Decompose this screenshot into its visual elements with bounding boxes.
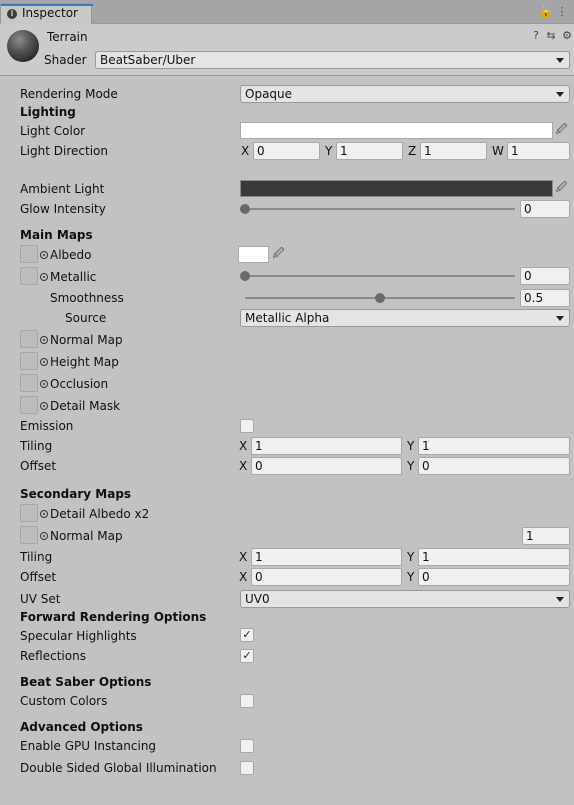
uv-set-dropdown[interactable] <box>240 590 570 608</box>
light-direction-x-field[interactable]: 0 <box>253 142 320 160</box>
source-dropdown[interactable] <box>240 309 570 327</box>
shader-label: Shader <box>44 53 87 67</box>
secondary-tiling-x-field[interactable]: 1 <box>251 548 402 566</box>
normal-map-texture-slot[interactable] <box>20 330 38 348</box>
light-direction-label: Light Direction <box>20 144 108 158</box>
lock-icon[interactable]: 🔓 <box>539 5 553 18</box>
main-tiling-label: Tiling <box>20 439 53 453</box>
eyedropper-icon[interactable]: 🖉 <box>555 123 568 136</box>
material-preview-sphere[interactable] <box>7 30 39 62</box>
uv-set-value: UV0 <box>245 592 270 606</box>
tab-bar <box>0 0 574 24</box>
light-direction-w-field[interactable]: 1 <box>507 142 570 160</box>
texture-picker-icon[interactable] <box>40 510 48 518</box>
rendering-mode-dropdown[interactable] <box>240 85 570 103</box>
eyedropper-icon[interactable]: 🖉 <box>272 247 285 260</box>
custom-colors-label: Custom Colors <box>20 694 108 708</box>
texture-picker-icon[interactable] <box>40 273 48 281</box>
shader-dropdown[interactable] <box>95 51 570 69</box>
occlusion-texture-slot[interactable] <box>20 374 38 392</box>
glow-intensity-label: Glow Intensity <box>20 202 106 216</box>
light-direction-z-axis: Z <box>408 144 417 158</box>
advanced-options-heading: Advanced Options <box>20 720 143 734</box>
texture-picker-icon[interactable] <box>40 336 48 344</box>
reflections-checkbox[interactable]: ✓ <box>240 649 254 663</box>
light-direction-x-axis: X <box>241 144 250 158</box>
specular-highlights-label: Specular Highlights <box>20 629 137 643</box>
texture-picker-icon[interactable] <box>40 358 48 366</box>
secondary-tiling-label: Tiling <box>20 550 53 564</box>
glow-intensity-slider-knob[interactable] <box>240 204 250 214</box>
normal-map-label: Normal Map <box>50 333 123 347</box>
main-tiling-y-field[interactable]: 1 <box>418 437 570 455</box>
ambient-light-swatch[interactable] <box>240 180 553 197</box>
material-name: Terrain <box>47 30 88 44</box>
albedo-color-swatch[interactable] <box>238 246 269 263</box>
height-map-texture-slot[interactable] <box>20 352 38 370</box>
secondary-offset-x-axis: X <box>239 570 248 584</box>
detail-albedo-texture-slot[interactable] <box>20 504 38 522</box>
tab-inspector[interactable] <box>0 3 92 24</box>
texture-picker-icon[interactable] <box>40 402 48 410</box>
main-offset-y-field[interactable]: 0 <box>418 457 570 475</box>
ambient-light-label: Ambient Light <box>20 182 105 196</box>
main-maps-heading: Main Maps <box>20 228 93 242</box>
main-offset-x-axis: X <box>239 459 248 473</box>
light-direction-w-axis: W <box>492 144 504 158</box>
light-direction-y-field[interactable]: 1 <box>336 142 403 160</box>
rendering-mode-label: Rendering Mode <box>20 87 118 101</box>
main-offset-label: Offset <box>20 459 57 473</box>
texture-picker-icon[interactable] <box>40 380 48 388</box>
emission-checkbox[interactable] <box>240 419 254 433</box>
light-direction-z-field[interactable]: 1 <box>420 142 487 160</box>
height-map-label: Height Map <box>50 355 119 369</box>
secondary-normal-map-scale-field[interactable]: 1 <box>522 527 570 545</box>
double-sided-gi-label: Double Sided Global Illumination <box>20 761 217 775</box>
albedo-label: Albedo <box>50 248 92 262</box>
secondary-maps-heading: Secondary Maps <box>20 487 132 501</box>
occlusion-label: Occlusion <box>50 377 109 391</box>
chevron-down-icon <box>556 92 564 97</box>
secondary-normal-map-label: Normal Map <box>50 529 123 543</box>
specular-highlights-checkbox[interactable]: ✓ <box>240 628 254 642</box>
kebab-menu-icon[interactable]: ⋮ <box>556 5 568 18</box>
detail-albedo-label: Detail Albedo x2 <box>50 507 150 521</box>
secondary-offset-label: Offset <box>20 570 57 584</box>
eyedropper-icon[interactable]: 🖉 <box>555 181 568 194</box>
main-offset-y-axis: Y <box>407 459 415 473</box>
shader-value: BeatSaber/Uber <box>100 53 196 67</box>
material-header <box>0 24 574 76</box>
secondary-tiling-y-axis: Y <box>407 550 415 564</box>
lighting-heading: Lighting <box>20 105 76 119</box>
secondary-offset-y-field[interactable]: 0 <box>418 568 570 586</box>
reflections-label: Reflections <box>20 649 86 663</box>
forward-rendering-heading: Forward Rendering Options <box>20 610 207 624</box>
emission-label: Emission <box>20 419 74 433</box>
secondary-tiling-x-axis: X <box>239 550 248 564</box>
tab-label: Inspector <box>22 6 78 20</box>
source-value: Metallic Alpha <box>245 311 330 325</box>
uv-set-label: UV Set <box>20 592 61 606</box>
double-sided-gi-checkbox[interactable] <box>240 761 254 775</box>
smoothness-slider-knob[interactable] <box>375 293 385 303</box>
custom-colors-checkbox[interactable] <box>240 694 254 708</box>
light-color-swatch[interactable] <box>240 122 553 139</box>
preset-icon[interactable]: ⇆ <box>546 29 556 42</box>
secondary-offset-y-axis: Y <box>407 570 415 584</box>
rendering-mode-value: Opaque <box>245 87 293 101</box>
smoothness-label: Smoothness <box>50 291 124 305</box>
beat-saber-options-heading: Beat Saber Options <box>20 675 152 689</box>
albedo-texture-slot[interactable] <box>20 245 38 263</box>
source-label: Source <box>65 311 107 325</box>
secondary-normal-map-texture-slot[interactable] <box>20 526 38 544</box>
metallic-field[interactable]: 0 <box>520 267 570 285</box>
gpu-instancing-label: Enable GPU Instancing <box>20 739 157 753</box>
glow-intensity-slider-track[interactable] <box>245 208 515 210</box>
light-direction-y-axis: Y <box>325 144 333 158</box>
chevron-down-icon <box>556 58 564 63</box>
light-color-label: Light Color <box>20 124 86 138</box>
main-offset-x-field[interactable]: 0 <box>251 457 402 475</box>
detail-mask-texture-slot[interactable] <box>20 396 38 414</box>
metallic-texture-slot[interactable] <box>20 267 38 285</box>
gpu-instancing-checkbox[interactable] <box>240 739 254 753</box>
main-tiling-x-axis: X <box>239 439 248 453</box>
chevron-down-icon <box>556 316 564 321</box>
main-tiling-x-field[interactable]: 1 <box>251 437 402 455</box>
detail-mask-label: Detail Mask <box>50 399 121 413</box>
secondary-tiling-y-field[interactable]: 1 <box>418 548 570 566</box>
secondary-offset-x-field[interactable]: 0 <box>251 568 402 586</box>
metallic-label: Metallic <box>50 270 97 284</box>
metallic-slider-knob[interactable] <box>240 271 250 281</box>
smoothness-field[interactable]: 0.5 <box>520 289 570 307</box>
glow-intensity-field[interactable]: 0 <box>520 200 570 218</box>
chevron-down-icon <box>556 597 564 602</box>
gear-icon[interactable]: ⚙ <box>562 29 572 42</box>
metallic-slider-track[interactable] <box>245 275 515 277</box>
help-icon[interactable]: ? <box>533 29 539 42</box>
main-tiling-y-axis: Y <box>407 439 415 453</box>
info-icon: i <box>7 9 17 19</box>
texture-picker-icon[interactable] <box>40 251 48 259</box>
texture-picker-icon[interactable] <box>40 532 48 540</box>
